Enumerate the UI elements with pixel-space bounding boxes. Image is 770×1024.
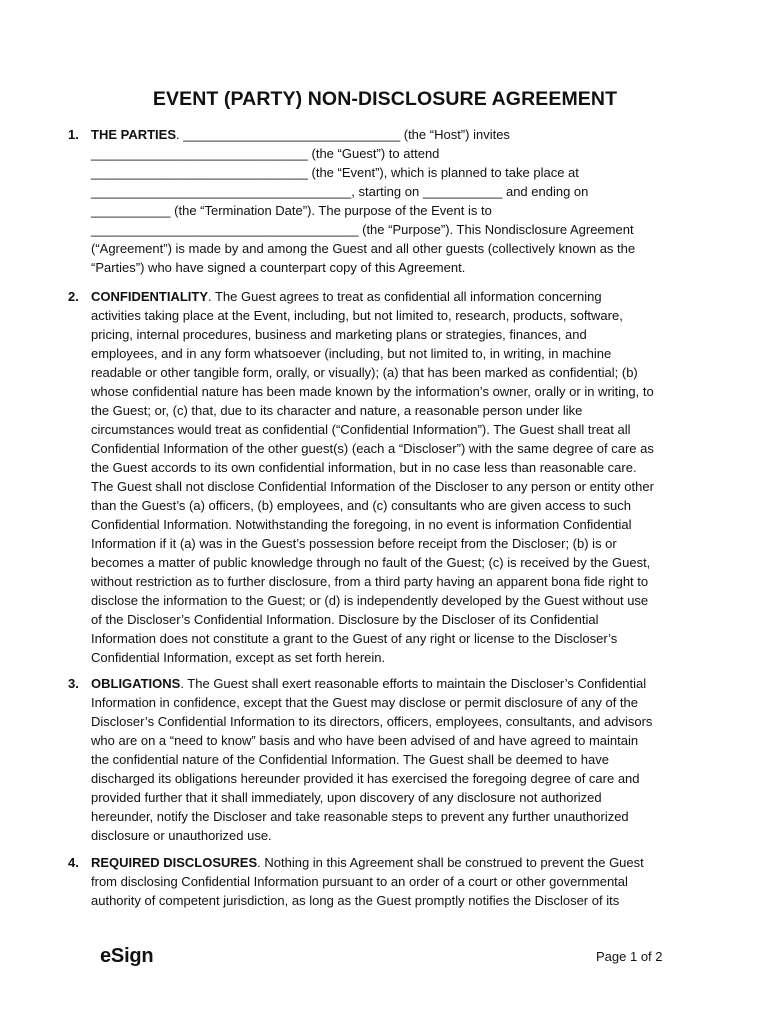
section-line: the confidential nature of the Confidential Information. The Guest shall be deemed to have <box>91 752 609 767</box>
section-heading: THE PARTIES <box>91 127 176 142</box>
section-line: Confidential Information of the other guest(s) (each a “Discloser”) with the same degree of care as <box>91 441 654 456</box>
section-line: employees, and in any form whatsoever (including, but not limited to, in writing, in machine <box>91 346 612 361</box>
section-line: Information does not constitute a grant to the Guest of any right or license to the Discloser’s <box>91 631 618 646</box>
section-line: _____________________________________ (the “Purpose”). This Nondisclosure Agreement <box>91 222 634 237</box>
section-heading: REQUIRED DISCLOSURES <box>91 855 258 870</box>
esign-logo: eSign <box>100 945 154 967</box>
section-number: 3. <box>68 676 79 691</box>
section-line: becomes a matter of public knowledge through no fault of the Guest; (c) is received by the Guest, <box>91 555 651 570</box>
section-line <box>91 853 644 872</box>
section-line: whose confidential nature has been made known by the information’s owner, orally or in writing, to <box>91 384 654 399</box>
section-text: . Nothing in this Agreement shall be construed to prevent the Guest <box>257 855 644 870</box>
section-line <box>91 674 646 693</box>
section-line: Information if it (a) was in the Guest’s possession before receipt from the Discloser; (b) is or <box>91 536 617 551</box>
section-number: 4. <box>68 855 79 870</box>
section-line: activities taking place at the Event, including, but not limited to, research, products, software, <box>91 308 623 323</box>
section-line: of the Discloser’s Confidential Information. Disclosure by the Discloser of its Confidential <box>91 612 599 627</box>
section-line: disclosure or unauthorized use. <box>91 828 272 843</box>
section-line: ____________________________________, starting on ___________ and ending on <box>91 184 589 199</box>
section-number: 1. <box>68 127 79 142</box>
section-text: . The Guest shall exert reasonable efforts to maintain the Discloser’s Confidential <box>180 676 647 691</box>
section-text: . ______________________________ (the “Host”) invites <box>176 127 510 142</box>
section-heading: OBLIGATIONS <box>91 676 181 691</box>
document-title: EVENT (PARTY) NON-DISCLOSURE AGREEMENT <box>152 88 618 110</box>
section-line: readable or other tangible form, orally, or visually); (a) that has been marked as confidential; (b) <box>91 365 638 380</box>
section-line <box>91 287 602 306</box>
section-line: ___________ (the “Termination Date”). The purpose of the Event is to <box>91 203 492 218</box>
section-line: “Parties”) who have signed a counterpart copy of this Agreement. <box>91 260 466 275</box>
section-line: from disclosing Confidential Information pursuant to an order of a court or other governmental <box>91 874 628 889</box>
section-line: pricing, internal procedures, business and marketing plans or strategies, finances, and <box>91 327 587 342</box>
section-line: Information in confidence, except that the Guest may disclose or permit disclosure of any of the <box>91 695 639 710</box>
section-line: circumstances would treat as confidential (“Confidential Information”). The Guest shall treat all <box>91 422 631 437</box>
section-text: . The Guest agrees to treat as confidential all information concerning <box>208 289 602 304</box>
page-number: Page 1 of 2 <box>596 949 663 964</box>
section-line: Confidential Information. Notwithstanding the foregoing, in no event is information Confidential <box>91 517 632 532</box>
section-line: ______________________________ (the “Guest”) to attend <box>91 146 440 161</box>
section-line: discharged its obligations hereunder provided it has exercised the foregoing degree of care and <box>91 771 640 786</box>
section-heading: CONFIDENTIALITY <box>91 289 208 304</box>
section-line: provided further that it shall immediately, upon discovery of any disclosure not authorized <box>91 790 602 805</box>
section-line: Discloser’s Confidential Information to its directors, officers, employees, consultants, and advisors <box>91 714 653 729</box>
section-line <box>91 125 510 144</box>
section-line: who are on a “need to know” basis and who have been advised of and have agreed to maintain <box>91 733 639 748</box>
section-number: 2. <box>68 289 79 304</box>
section-line: disclose the information to the Guest; or (d) is independently developed by the Guest without use <box>91 593 649 608</box>
section-line: ______________________________ (the “Event”), which is planned to take place at <box>91 165 579 180</box>
section-line: the Guest; or, (c) that, due to its character and nature, a reasonable person under like <box>91 403 583 418</box>
section-line: without restriction as to further disclosure, from a third party having an apparent bona fide right to <box>91 574 649 589</box>
section-line: The Guest shall not disclose Confidential Information of the Discloser to any person or entity other <box>91 479 654 494</box>
section-line: authority of competent jurisdiction, as long as the Guest promptly notifies the Discloser of its <box>91 893 620 908</box>
section-line: Confidential Information, except as set forth herein. <box>91 650 386 665</box>
section-line: (“Agreement”) is made by and among the Guest and all other guests (collectively known as the <box>91 241 636 256</box>
section-line: than the Guest’s (a) officers, (b) employees, and (c) consultants who are given access to such <box>91 498 632 513</box>
section-line: hereunder, notify the Discloser and take reasonable steps to prevent any further unauthorized <box>91 809 629 824</box>
section-line: the Guest accords to its own confidential information, but in no case less than reasonable care. <box>91 460 637 475</box>
